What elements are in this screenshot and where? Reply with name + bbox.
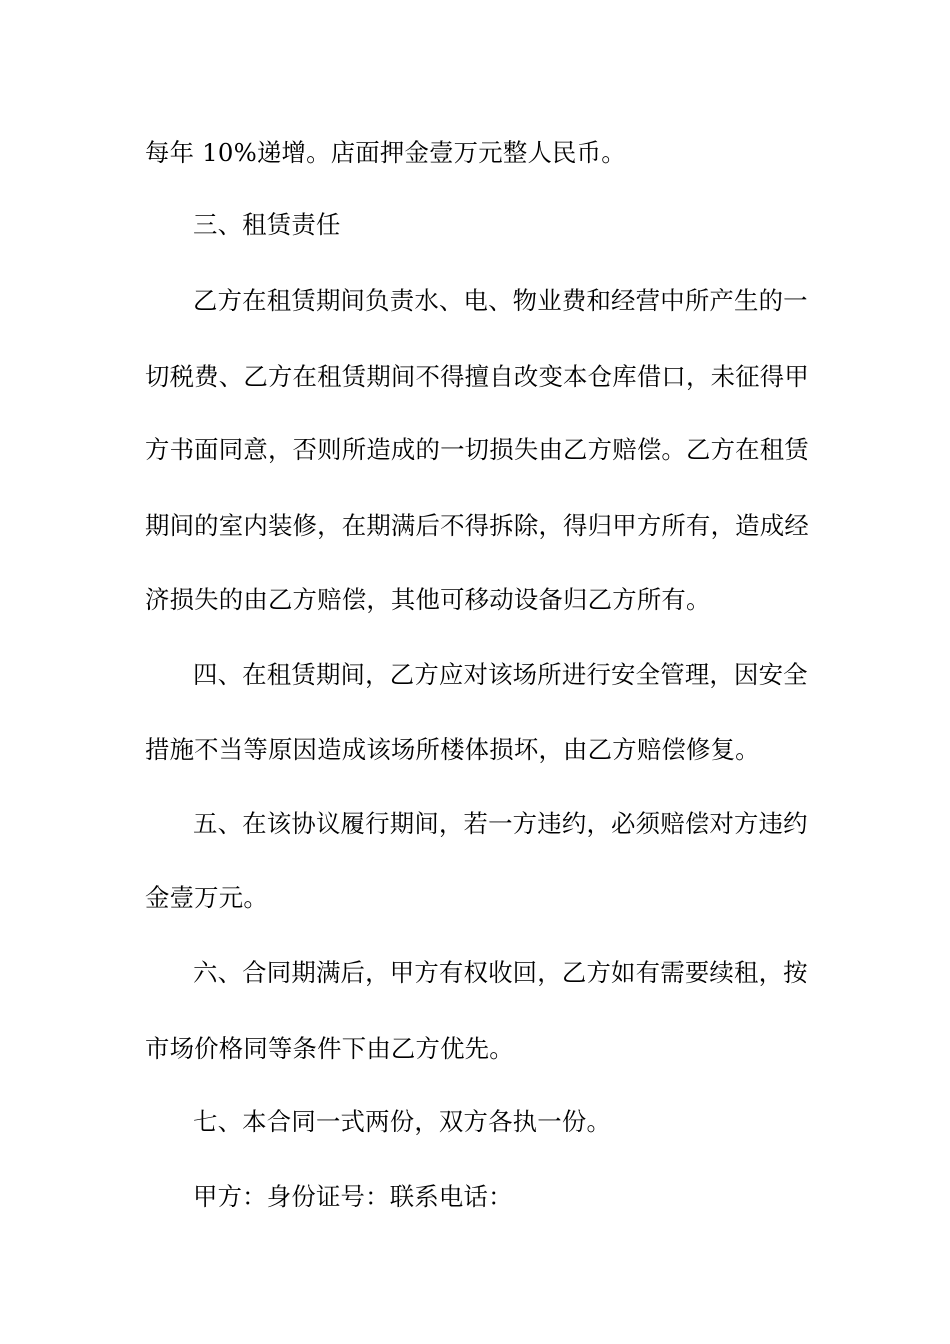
text-line: 六、合同期满后，甲方有权收回，乙方如有需要续租，按 bbox=[193, 958, 808, 987]
text-line: 济损失的由乙方赔偿，其他可移动设备归乙方所有。 bbox=[145, 585, 711, 614]
text-line: 方书面同意，否则所造成的一切损失由乙方赔偿。乙方在租赁 bbox=[145, 435, 809, 464]
text-line: 期间的室内装修，在期满后不得拆除，得归甲方所有，造成经 bbox=[145, 511, 809, 540]
text-line: 乙方在租赁期间负责水、电、物业费和经营中所产生的一 bbox=[193, 286, 808, 315]
signature-line: 甲方：身份证号：联系电话： bbox=[193, 1182, 513, 1211]
text-line: 七、本合同一式两份，双方各执一份。 bbox=[193, 1107, 612, 1136]
text-line: 每年 10%递增。店面押金壹万元整人民币。 bbox=[145, 138, 626, 167]
text-line: 市场价格同等条件下由乙方优先。 bbox=[145, 1034, 514, 1063]
text-line: 措施不当等原因造成该场所楼体损坏，由乙方赔偿修复。 bbox=[145, 735, 760, 764]
text-line: 四、在租赁期间，乙方应对该场所进行安全管理，因安全 bbox=[193, 660, 808, 689]
section-heading: 三、租赁责任 bbox=[193, 210, 341, 239]
text-line: 五、在该协议履行期间，若一方违约，必须赔偿对方违约 bbox=[193, 809, 808, 838]
text-line: 金壹万元。 bbox=[145, 883, 268, 912]
text-line: 切税费、乙方在租赁期间不得擅自改变本仓库借口，未征得甲 bbox=[145, 362, 809, 391]
